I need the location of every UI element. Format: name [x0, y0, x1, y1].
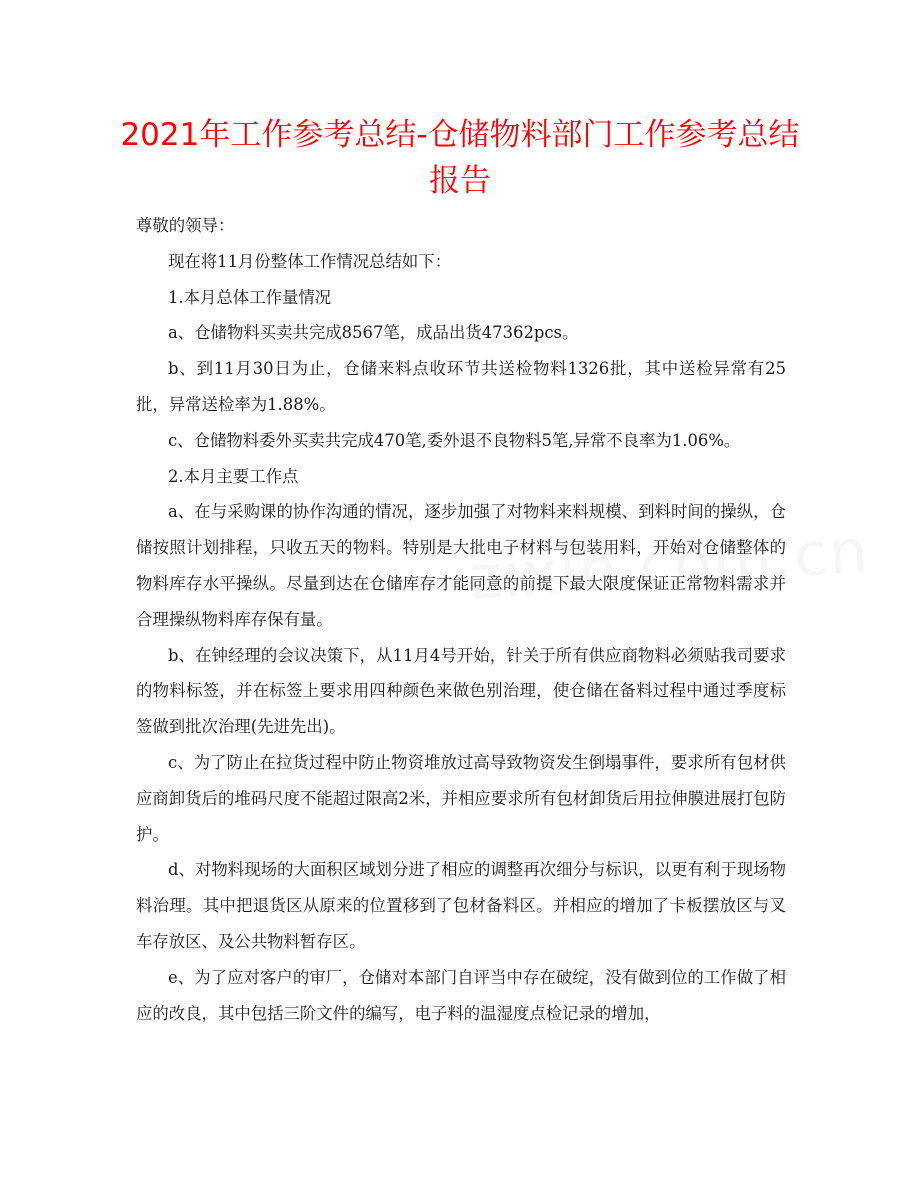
paragraph: a、在与采购课的协作沟通的情况，逐步加强了对物料来料规模、到料时间的操纵，仓储按照计划排程，只收五天的物料。特别是大批电子材料与包装用料，开始对仓储整体的物料库存水平操纵。尽量到达在仓储库存才能同意的前提下最大限度保证正常物料需求并合理操纵物料库存保有量。	[136, 502, 786, 629]
paragraph: a、仓储物料买卖共完成8567笔，成品出货47362pcs。	[168, 323, 579, 343]
paragraph: c、为了防止在拉货过程中防止物资堆放过高导致物资发生倒塌事件，要求所有包材供应商卸货后的堆码尺度不能超过限高2米，并相应要求所有包材卸货后用拉伸膜进展打包防护。	[136, 752, 786, 844]
paragraph: b、到11月30日为止，仓储来料点收环节共送检物料1326批，其中送检异常有25批，异常送检率为1.88%。	[136, 359, 786, 414]
paragraph: c、仓储物料委外买卖共完成470笔,委外退不良物料5笔,异常不良率为1.06%。	[168, 430, 741, 450]
paragraph: 现在将11月份整体工作情况总结如下：	[168, 251, 452, 271]
paragraph: d、对物料现场的大面积区域划分进了相应的调整再次细分与标识，以更有利于现场物料治理。其中把退货区从原来的位置移到了包材备料区。并相应的增加了卡板摆放区与叉车存放区、及公共物料暂存区。	[136, 860, 786, 951]
document-body	[136, 208, 786, 1031]
paragraph: b、在钟经理的会议决策下，从11月4号开始，针关于所有供应商物料必须贴我司要求的物料标签，并在标签上要求用四种颜色来做色别治理，使仓储在备料过程中通过季度标签做到批次治理(先进先出)。	[136, 645, 786, 737]
paragraph: e、为了应对客户的审厂，仓储对本部门自评当中存在破绽，没有做到位的工作做了相应的改良，其中包括三阶文件的编写，电子料的温湿度点检记录的增加，	[136, 967, 786, 1023]
document-title: 2021年工作参考总结-仓储物料部门工作参考总结报告	[120, 117, 800, 199]
greeting: 尊敬的领导：	[136, 216, 235, 235]
section-heading: 1.本月总体工作量情况	[168, 287, 332, 307]
section-heading: 2.本月主要工作点	[168, 466, 299, 486]
